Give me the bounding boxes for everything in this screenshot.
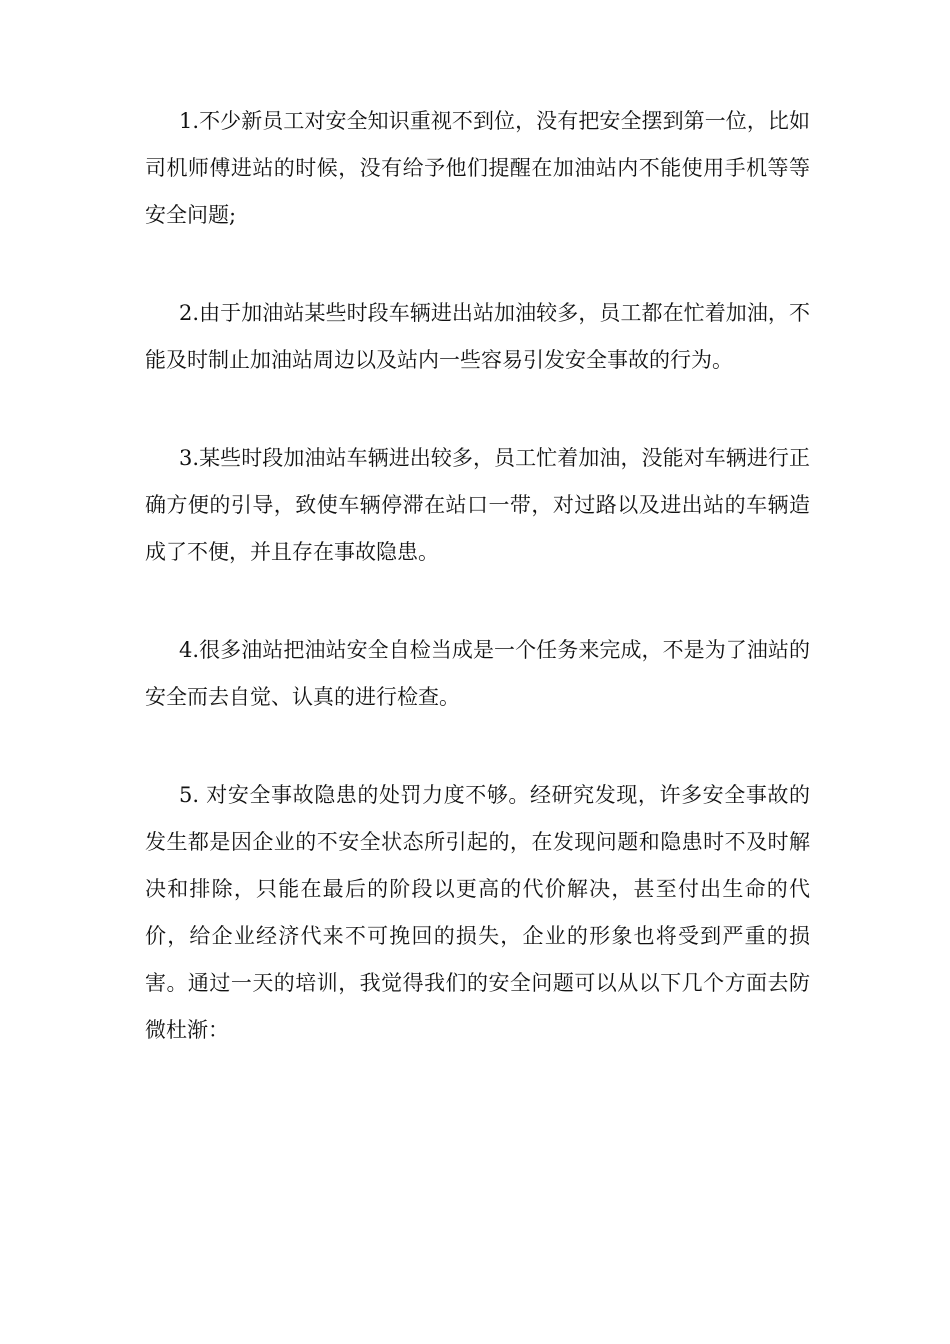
paragraph-1: 1.不少新员工对安全知识重视不到位，没有把安全摆到第一位，比如司机师傅进站的时候，没有给予他们提醒在加油站内不能使用手机等等安全问题; — [145, 109, 810, 227]
paragraph-2: 2.由于加油站某些时段车辆进出站加油较多，员工都在忙着加油，不能及时制止加油站周边以及站内一些容易引发安全事故的行为。 — [145, 301, 810, 372]
paragraph-3: 3.某些时段加油站车辆进出较多，员工忙着加油，没能对车辆进行正确方便的引导，致使车辆停滞在站口一带，对过路以及进出站的车辆造成了不便，并且存在事故隐患。 — [145, 446, 810, 564]
paragraph-4: 4.很多油站把油站安全自检当成是一个任务来完成，不是为了油站的安全而去自觉、认真的进行检查。 — [145, 638, 810, 709]
paragraph-5: 5. 对安全事故隐患的处罚力度不够。经研究发现，许多安全事故的发生都是因企业的不安全状态所引起的，在发现问题和隐患时不及时解决和排除，只能在最后的阶段以更高的代价解决，甚至付出生命的代价，给企业经济代来不可挽回的损失，企业的形象也将受到严重的损害。通过一天的培训，我觉得我们的安全问题可以从以下几个方面去防微杜渐： — [145, 783, 810, 1042]
document-body — [145, 98, 810, 1105]
